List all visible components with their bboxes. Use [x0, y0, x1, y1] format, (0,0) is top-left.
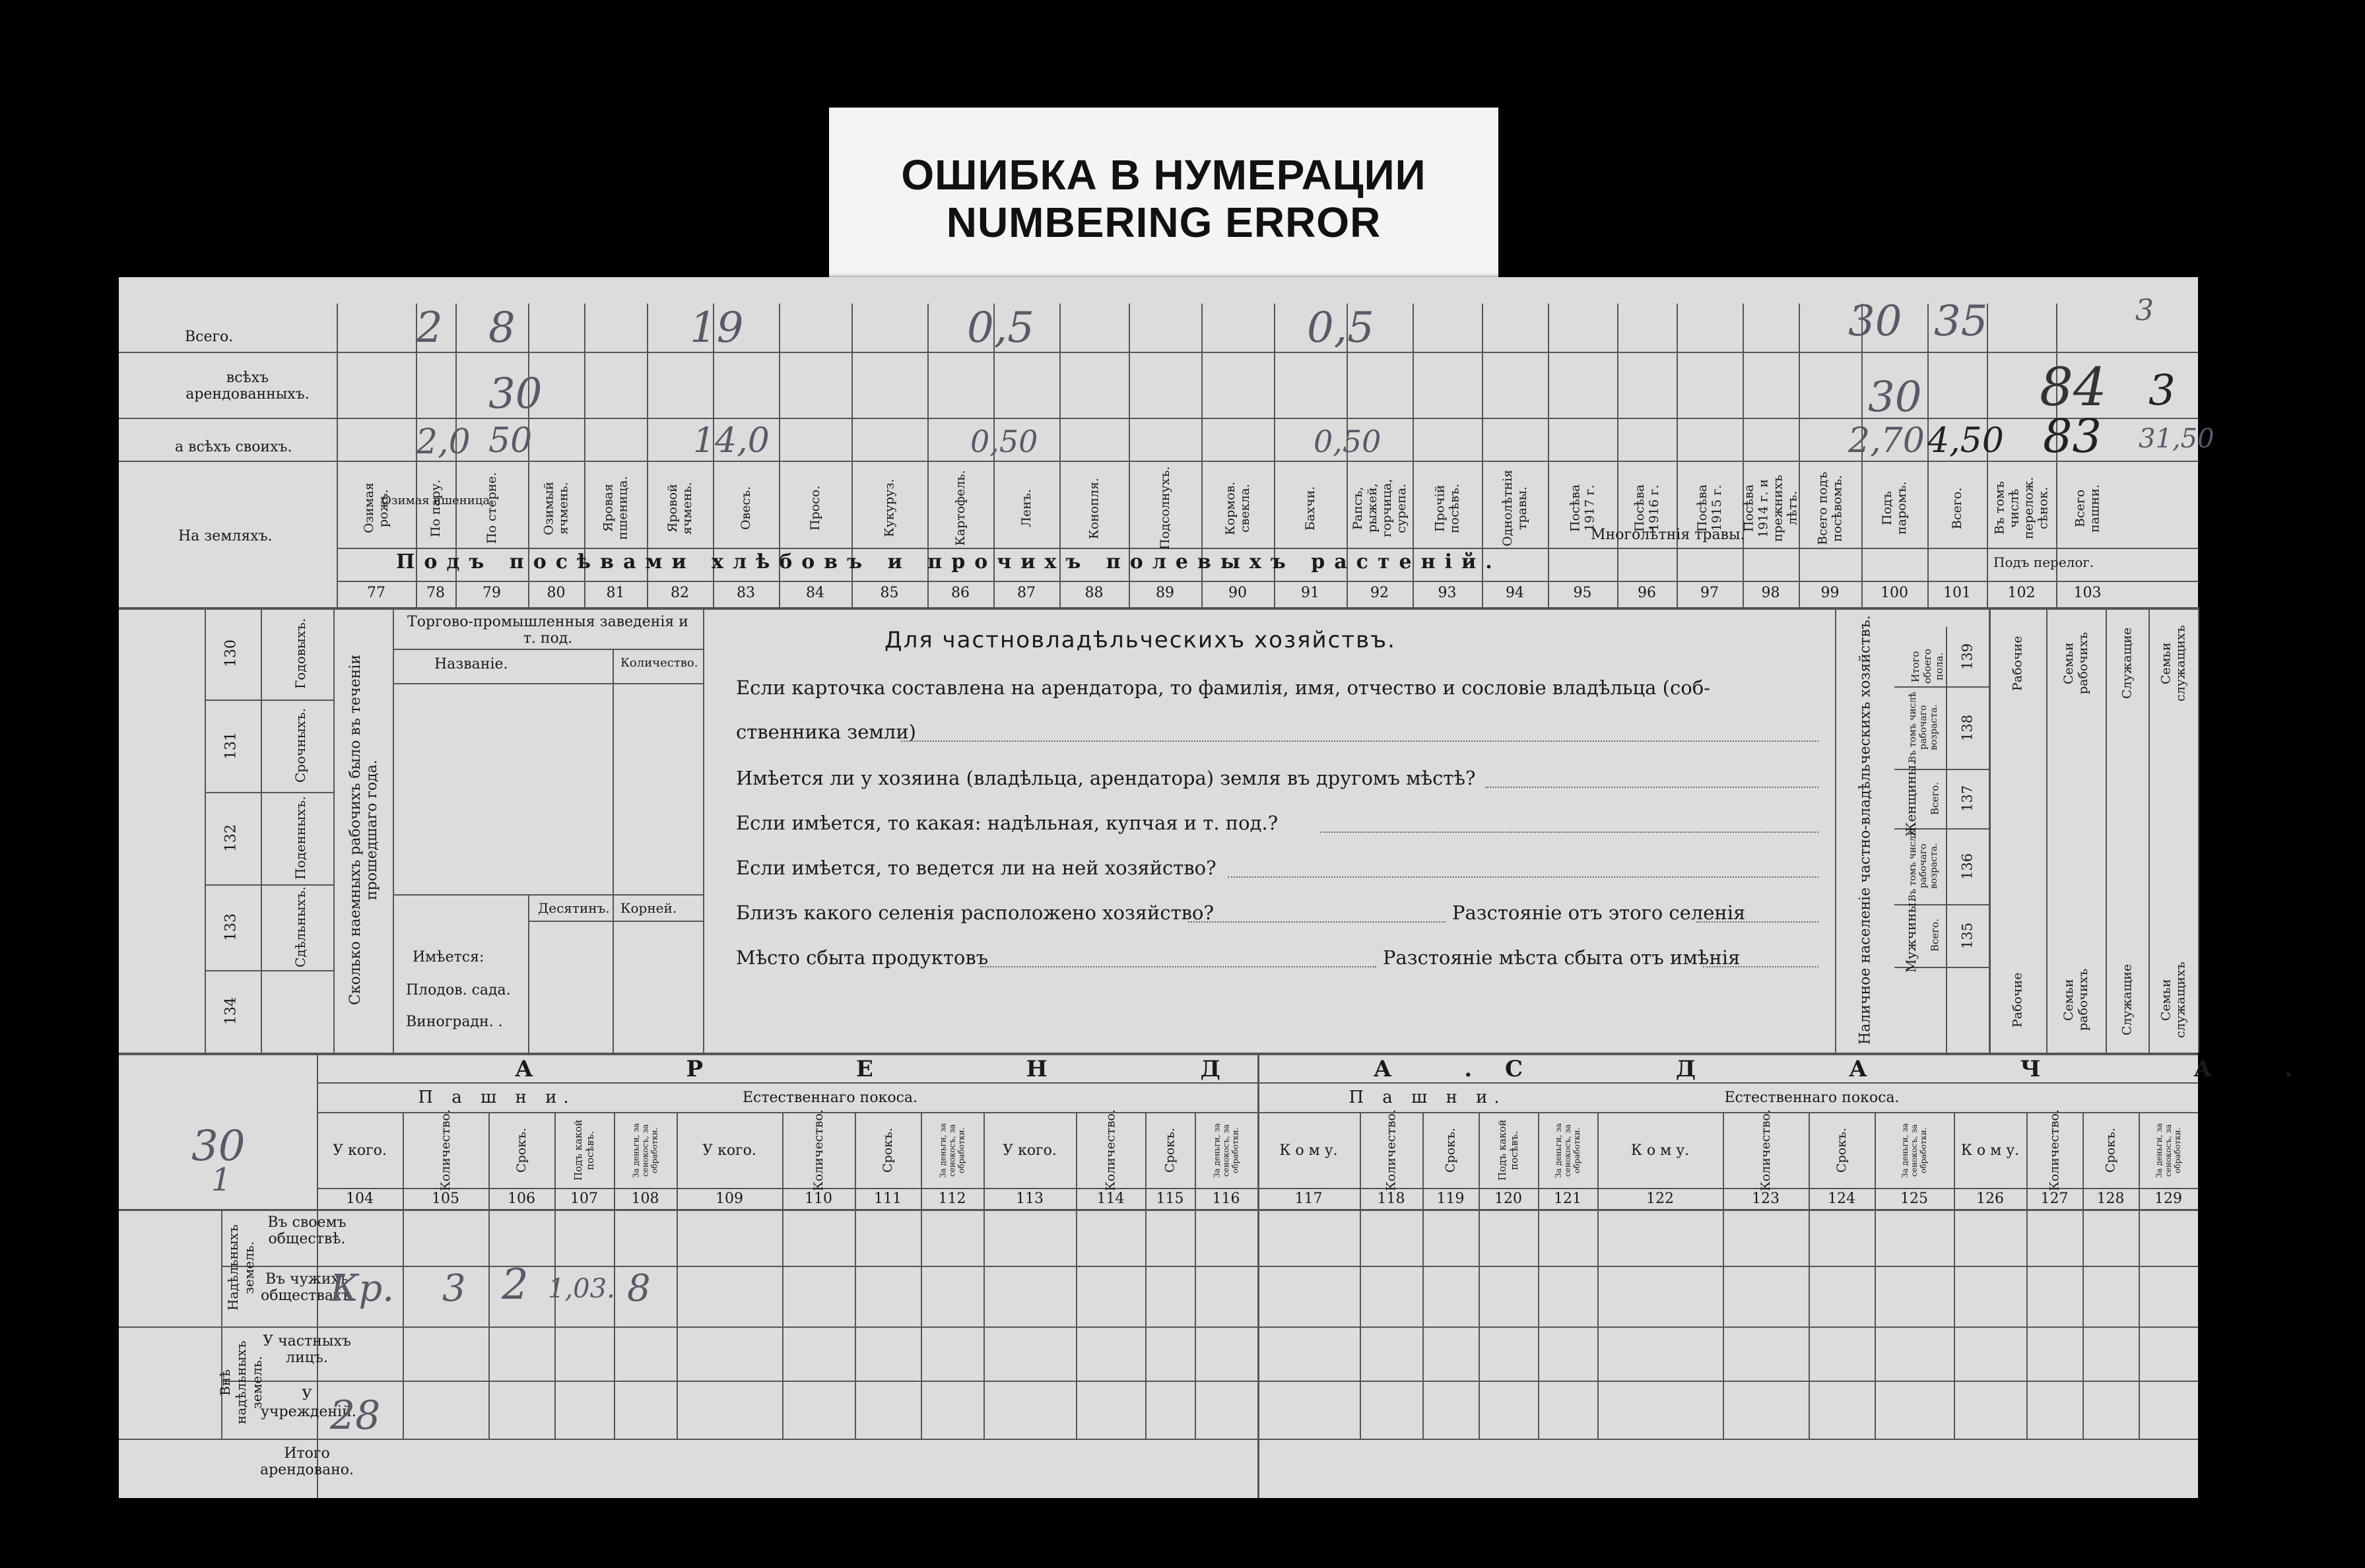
q6b: Разстоянiе мѣста сбыта отъ имѣнiя	[1383, 946, 1741, 969]
hw-vsego-4: 0,5	[967, 304, 1034, 352]
kolichestvo-label: Количество.	[620, 656, 698, 670]
hw-l6: 28	[330, 1392, 381, 1439]
crop-col-num-82: 82	[671, 585, 689, 601]
hired-num-133: 133	[222, 913, 240, 941]
hired-label-130: Годовыхъ.	[292, 618, 308, 689]
hw-svoih-9: 31,50	[2139, 424, 2215, 454]
bottom-col-head-128: Срокъ.	[2103, 1127, 2118, 1173]
crop-col-84: Просо.	[808, 485, 822, 531]
crop-col-num-99: 99	[1820, 585, 1840, 601]
v-tom-m: Въ томъ числѣ рабочаго возраста.	[1908, 830, 1939, 902]
crop-col-num-89: 89	[1156, 585, 1174, 601]
skolko-label: Сколько наемныхъ рабочихъ было въ теченiи прошедшаго года.	[333, 607, 393, 1053]
center-title: Для частновладѣльческихъ хозяйствъ.	[884, 627, 1396, 653]
bottom-col-num-113: 113	[1016, 1191, 1044, 1207]
crop-col-83: Овесъ.	[739, 486, 753, 531]
right-col-top-2: Служащие	[2119, 627, 2135, 700]
hw-svoih-7: 4,50	[1927, 421, 2004, 461]
vsego-m: Всего.	[1929, 919, 1941, 952]
n139: 139	[1959, 643, 1976, 670]
crop-col-95: Посѣва 1917 г.	[1568, 484, 1597, 533]
hired-label-133: Сдѣльныхъ.	[292, 886, 308, 968]
bottom-col-head-105: Количество.	[438, 1109, 453, 1191]
hired-label-132: Поденныхъ.	[292, 796, 308, 880]
crop-col-78: По пару.	[428, 479, 443, 537]
v-tom-w: Въ томъ числѣ рабочаго возраста.	[1908, 692, 1939, 764]
hw-l3: 2	[502, 1260, 529, 1309]
korney-label: Корней.	[620, 900, 677, 916]
bottom-col-head-120: Подъ какой посѣвъ.	[1496, 1119, 1520, 1181]
q1b: ственника земли)	[736, 721, 916, 743]
bottom-col-head-114: Количество.	[1103, 1109, 1118, 1191]
bottom-col-num-117: 117	[1294, 1191, 1323, 1207]
n138: 138	[1959, 714, 1976, 741]
bottom-col-head-110: Количество.	[811, 1109, 826, 1191]
crop-col-102: Въ томъ числѣ перелож. сѣнок.	[1992, 476, 2051, 540]
hired-label-131: Срочныхъ.	[292, 708, 308, 783]
bottom-col-num-119: 119	[1436, 1191, 1465, 1207]
bottom-col-head-129: За деньги, за сенокосъ, за обработки.	[2154, 1123, 2182, 1178]
hw-svoih-8: 83	[2043, 409, 2102, 463]
mnogoletnie-label: Многолѣтнiя травы.	[1591, 527, 1745, 543]
crop-col-num-83: 83	[737, 585, 755, 601]
row-label-vsego: Всего.	[185, 329, 234, 345]
hw-r2: 1	[211, 1161, 232, 1198]
crop-col-100: Подъ паромъ.	[1880, 481, 1909, 535]
crop-col-num-91: 91	[1301, 585, 1319, 601]
bottom-col-num-104: 104	[346, 1191, 374, 1207]
v-chuzh-label: Въ чужихъ обществахъ.	[261, 1271, 356, 1304]
bottom-col-num-106: 106	[508, 1191, 535, 1207]
bottom-col-head-117: К о м у.	[1279, 1142, 1338, 1159]
hw-svoih-5: 0,50	[1314, 424, 1382, 459]
hw-vsego-8: 3	[2135, 294, 2154, 327]
right-col-bot-0: Рабочие	[2010, 972, 2025, 1028]
u-chast-label: У частныхъ лицъ.	[263, 1333, 351, 1366]
bottom-col-num-120: 120	[1494, 1191, 1522, 1207]
crop-col-89: Подсолнухъ.	[1158, 466, 1172, 550]
q5b: Разстоянiе отъ этого селенiя	[1452, 901, 1746, 924]
itogo-obo: Итого обоего пола.	[1910, 649, 1945, 684]
crop-col-num-93: 93	[1438, 585, 1457, 601]
nazvanie-label: Названiе.	[434, 656, 508, 672]
hw-vsego-5: 0,5	[1307, 304, 1374, 352]
bottom-col-head-112: За деньги, за сенокосъ, за обработки.	[938, 1123, 966, 1178]
crop-col-num-88: 88	[1084, 585, 1104, 601]
hw-arend-4: 3	[2148, 366, 2176, 415]
hw-vsego-3: 19	[690, 304, 744, 352]
bottom-col-head-111: Срокъ.	[881, 1127, 895, 1173]
hw-svoih-4: 0,50	[970, 424, 1038, 459]
row-label-svoih: а всѣхъ своихъ.	[175, 439, 292, 455]
hw-vsego-1: 2	[416, 304, 443, 352]
crop-col-97: Посѣва 1915 г.	[1695, 484, 1724, 533]
crop-col-103: Всего пашни.	[2073, 484, 2102, 533]
crop-col-92: Рапсъ, рыжей, горчица, сурепа.	[1350, 478, 1409, 538]
crop-col-num-84: 84	[806, 585, 824, 601]
crop-col-num-78: 78	[426, 585, 445, 601]
q1: Если карточка составлена на арендатора, то фамилiя, имя, отчество и сословiе владѣльца (соб-	[736, 676, 1710, 699]
crop-col-77: Озимая рожь.	[362, 482, 391, 534]
right-col-top-1: Семьи рабочихъ	[2061, 632, 2090, 695]
right-col-bot-1: Семьи рабочихъ	[2061, 968, 2090, 1031]
bottom-col-num-109: 109	[716, 1191, 743, 1207]
row-label-arend: всѣхъ арендованныхъ.	[185, 370, 310, 403]
bottom-col-num-116: 116	[1212, 1191, 1240, 1207]
hired-label-134	[267, 970, 333, 1053]
hw-arend-2: 30	[1868, 373, 1922, 422]
desyatin-label: Десятинъ.	[538, 900, 610, 916]
bottom-col-num-118: 118	[1377, 1191, 1405, 1207]
vinograd-label: Виноградн. .	[406, 1014, 503, 1030]
crop-col-num-100: 100	[1881, 585, 1908, 601]
bottom-col-num-111: 111	[874, 1191, 902, 1207]
row-label-na-zemlyah: На земляхъ.	[178, 528, 273, 544]
n137: 137	[1959, 785, 1976, 812]
hw-vsego-7: 35	[1934, 297, 1988, 346]
q3: Если имѣется, то какая: надѣльная, купчая и т. под.?	[736, 812, 1279, 834]
bottom-col-num-105: 105	[432, 1191, 459, 1207]
hw-l2: 3	[442, 1267, 466, 1310]
muzhchiny: Мужчины.	[1903, 898, 1919, 973]
bottom-col-num-112: 112	[938, 1191, 966, 1207]
crop-col-80: Озимый ячмень.	[541, 481, 571, 535]
bottom-col-num-127: 127	[2040, 1191, 2069, 1207]
q6: Мѣсто сбыта продуктовъ	[736, 946, 989, 969]
bottom-col-head-104: У кого.	[333, 1142, 387, 1159]
hw-l1: Кр.	[330, 1267, 394, 1310]
hw-svoih-1: 2,0	[416, 422, 471, 462]
bottom-col-num-110: 110	[805, 1191, 832, 1207]
crop-col-num-98: 98	[1761, 585, 1780, 601]
arenda-header: А Р Е Н Д А.	[515, 1056, 1545, 1082]
numbering-error-label	[829, 108, 1498, 289]
crop-col-num-86: 86	[951, 585, 970, 601]
hw-svoih-2: 50	[488, 421, 533, 461]
crop-col-num-102: 102	[2007, 585, 2036, 601]
n136: 136	[1959, 853, 1976, 880]
torg-title: Торгово-промышленныя заведенiя и т. под.	[407, 614, 688, 647]
bottom-col-num-126: 126	[1976, 1191, 2004, 1207]
bottom-col-num-114: 114	[1096, 1191, 1125, 1207]
hw-l4: 1,03.	[548, 1274, 615, 1304]
hw-vsego-6: 30	[1848, 297, 1902, 346]
plodov-label: Плодов. сада.	[406, 982, 511, 998]
bottom-col-head-119: Срокъ.	[1443, 1127, 1458, 1173]
q4: Если имѣется, то ведется ли на ней хозяйство?	[736, 857, 1216, 879]
bottom-col-head-106: Срокъ.	[514, 1127, 529, 1173]
bottom-col-num-129: 129	[2154, 1191, 2182, 1207]
right-pop-title: Наличное населенiе частно-владѣльческихъ хозяйствъ.	[1835, 607, 1894, 1053]
bottom-col-head-113: У кого.	[1003, 1142, 1057, 1159]
bottom-section-0: П а ш н и.	[418, 1088, 576, 1107]
pod-perelog-label: Подъ перелог.	[1993, 554, 2094, 570]
crop-col-88: Конопля.	[1086, 477, 1102, 539]
crop-col-num-80: 80	[547, 585, 566, 601]
crop-col-99: Всего подъ посѣвомъ.	[1815, 471, 1845, 545]
zhenshchiny: Женщины.	[1903, 760, 1919, 837]
label-line-ru: ОШИБКА В НУМЕРАЦИИ	[901, 150, 1426, 199]
bottom-col-head-107: Подъ какой посѣвъ.	[572, 1119, 596, 1181]
right-col-bot-3: Семьи служащихъ	[2158, 962, 2188, 1038]
bottom-col-num-125: 125	[1900, 1191, 1928, 1207]
crop-col-num-81: 81	[606, 585, 625, 601]
hw-arend-1: 30	[488, 370, 543, 418]
bottom-section-2: П а ш н и.	[1349, 1088, 1506, 1107]
bottom-col-num-121: 121	[1554, 1191, 1582, 1207]
bottom-col-num-122: 122	[1646, 1191, 1674, 1207]
right-col-bot-2: Служащие	[2119, 964, 2135, 1036]
bottom-section-1: Естественнаго покоса.	[742, 1089, 917, 1106]
bottom-col-head-121: За деньги, за сенокосъ, за обработки.	[1554, 1123, 1582, 1178]
crop-col-98: Посѣва 1914 г. и прежнихъ лѣтъ.	[1741, 474, 1800, 542]
bottom-col-head-125: За деньги, за сенокосъ, за обработки.	[1900, 1123, 1928, 1178]
hw-vsego-2: 8	[488, 304, 516, 352]
census-form-sheet	[119, 277, 2365, 1498]
bottom-col-head-115: Срокъ.	[1162, 1127, 1178, 1173]
bottom-col-num-107: 107	[570, 1191, 598, 1207]
crop-col-num-77: 77	[367, 585, 385, 601]
imeetsya-label: Имѣется:	[413, 949, 484, 965]
crop-col-num-94: 94	[1506, 585, 1524, 601]
bottom-col-head-118: Количество.	[1383, 1109, 1399, 1191]
hw-svoih-3: 14,0	[693, 421, 770, 461]
bottom-col-head-123: Количество.	[1758, 1109, 1773, 1191]
crop-col-82: Яровой ячмень.	[665, 482, 694, 535]
crop-col-93: Прочiй посѣвъ.	[1432, 483, 1462, 533]
ozimaya-pshenitsa-label: Озимая пшеница.	[382, 494, 494, 507]
crop-col-101: Всего.	[1950, 487, 1964, 529]
n135: 135	[1959, 922, 1976, 949]
crop-col-81: Яровая пшеница.	[601, 476, 630, 540]
pod-posevami-label: Подъ посѣвами хлѣбовъ и прочихъ полевыхъ растенiй.	[396, 550, 1502, 573]
hw-l5: 8	[627, 1267, 651, 1310]
bottom-col-num-123: 123	[1752, 1191, 1780, 1207]
hw-svoih-6: 2,70	[1848, 421, 1925, 461]
hired-num-131: 131	[222, 732, 240, 760]
crop-col-91: Бахчи.	[1303, 486, 1317, 531]
bottom-col-head-127: Количество.	[2047, 1109, 2062, 1191]
bottom-col-head-116: За деньги, за сенокосъ, за обработки.	[1212, 1123, 1240, 1178]
crop-col-num-95: 95	[1573, 585, 1592, 601]
bottom-col-num-128: 128	[2096, 1191, 2125, 1207]
hired-num-132: 132	[222, 824, 240, 852]
bottom-col-num-124: 124	[1828, 1191, 1855, 1207]
vsego-w: Всего.	[1929, 782, 1941, 815]
crop-col-num-101: 101	[1943, 585, 1971, 601]
crop-col-num-103: 103	[2073, 585, 2102, 601]
crop-col-90: Кормов. свекла.	[1223, 481, 1252, 535]
bottom-col-head-122: К о м у.	[1630, 1142, 1690, 1159]
crop-col-num-92: 92	[1370, 585, 1389, 601]
right-col-top-0: Рабочие	[2010, 636, 2025, 691]
bottom-col-num-115: 115	[1156, 1191, 1184, 1207]
bottom-col-head-109: У кого.	[702, 1142, 756, 1159]
crop-col-79: По стерне.	[484, 472, 499, 544]
crop-col-87: Ленъ.	[1019, 489, 1034, 527]
crop-col-num-90: 90	[1228, 585, 1247, 601]
crop-col-num-79: 79	[483, 585, 501, 601]
label-line-en: NUMBERING ERROR	[946, 198, 1382, 246]
vne-label: Внѣ надѣльныхъ земель.	[217, 1340, 265, 1425]
crop-col-num-96: 96	[1638, 585, 1656, 601]
bottom-col-num-108: 108	[631, 1191, 659, 1207]
bottom-col-head-124: Срокъ.	[1834, 1127, 1849, 1173]
v-svoem-label: Въ своемъ обществѣ.	[267, 1214, 347, 1247]
nadel-label: Надѣльныхъ земель.	[225, 1224, 257, 1311]
right-col-top-3: Семьи служащихъ	[2158, 625, 2188, 702]
hired-num-130: 130	[222, 639, 240, 667]
hired-num-134: 134	[222, 997, 240, 1026]
crop-col-num-87: 87	[1017, 585, 1036, 601]
q5: Близъ какого селенiя расположено хозяйство?	[736, 901, 1215, 924]
bottom-col-head-108: За деньги, за сенокосъ, за обработки.	[631, 1123, 659, 1178]
crop-col-num-97: 97	[1700, 585, 1719, 601]
crop-col-96: Посѣва 1916 г.	[1632, 484, 1661, 533]
crop-col-85: Кукуруз.	[882, 478, 897, 538]
sdacha-header: С Д А Ч А.	[1505, 1056, 2365, 1082]
bottom-col-head-126: К о м у.	[1960, 1142, 2020, 1159]
crop-col-94: Однолѣтнiя травы.	[1500, 469, 1529, 547]
crop-col-86: Картофель.	[953, 470, 968, 546]
u-uchr-label: У учрежденiй.	[261, 1387, 356, 1420]
itogo-label: Итого арендовано.	[259, 1445, 354, 1478]
crop-col-num-85: 85	[880, 585, 899, 601]
q2: Имѣется ли у хозяина (владѣльца, арендатора) земля въ другомъ мѣстѣ?	[736, 767, 1476, 789]
hw-r1: 30	[191, 1122, 246, 1171]
hw-arend-3: 84	[2040, 356, 2107, 418]
bottom-section-3: Естественнаго покоса.	[1724, 1089, 1900, 1106]
